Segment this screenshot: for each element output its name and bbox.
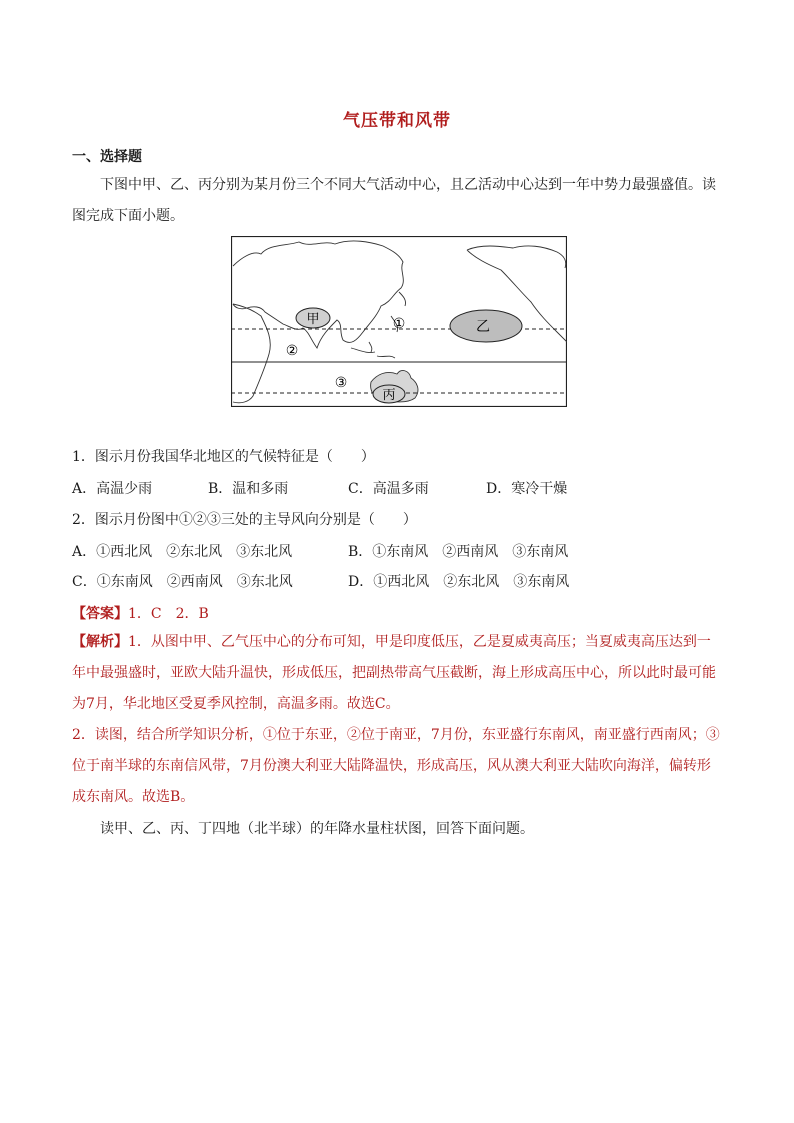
q1-option-a[interactable]: A．高温少雨 [72,481,153,497]
world-map-svg [231,236,567,407]
question-1: 1．图示月份我国华北地区的气候特征是（ ） [72,449,375,465]
label-yi: 乙 [476,319,490,335]
analysis-paragraph-1 [72,627,722,720]
label-circle-2: ② [285,343,299,359]
q2-option-a[interactable]: A．①西北风 ②东北风 ③东北风 [72,544,293,560]
q2-option-d[interactable]: D．①西北风 ②东北风 ③东南风 [348,574,570,590]
intro-paragraph: 下图中甲、乙、丙分别为某月份三个不同大气活动中心，且乙活动中心达到一年中势力最强盛值。读图完成下面小题。 [72,177,716,224]
question-2: 2．图示月份图中①②③三处的主导风向分别是（ ） [72,512,417,528]
section-heading: 一、选择题 [72,149,142,165]
world-map-figure [231,236,567,407]
q1-option-b[interactable]: B．温和多雨 [208,481,289,497]
answer-tag: 【答案】 [72,606,128,622]
label-circle-1: ① [392,316,406,332]
q2-option-b[interactable]: B．①东南风 ②西南风 ③东南风 [348,544,569,560]
analysis-text-1: 1．从图中甲、乙气压中心的分布可知，甲是印度低压，乙是夏威夷高压；当夏威夷高压达到一年中最强盛时，亚欧大陆升温快，形成低压，把副热带高气压截断，海上形成高压中心，所以此时最可能为7月，华北地区受夏季风控制，高温多雨。故选C。 [72,634,716,712]
analysis-paragraph-2: 2．读图，结合所学知识分析，①位于东亚，②位于南亚，7月份，东亚盛行东南风，南亚盛行西南风；③位于南半球的东南信风带，7月份澳大利亚大陆降温快，形成高压，风从澳大利亚大陆吹向海洋，偏转形成东南风。故选B。 [72,727,720,805]
next-question-intro: 读甲、乙、丙、丁四地（北半球）的年降水量柱状图，回答下面问题。 [100,821,534,837]
label-jia: 甲 [306,312,320,327]
label-bing: 丙 [382,388,396,403]
label-circle-3: ③ [334,375,348,391]
q2-option-c[interactable]: C．①东南风 ②西南风 ③东北风 [72,574,293,590]
answer-text: 1．C 2．B [128,606,209,622]
analysis-tag: 【解析】 [72,634,128,650]
q1-option-d[interactable]: D．寒冷干燥 [486,481,568,497]
page-title: 气压带和风带 [343,111,451,131]
q1-option-c[interactable]: C．高温多雨 [348,481,429,497]
answer-line [72,603,209,623]
